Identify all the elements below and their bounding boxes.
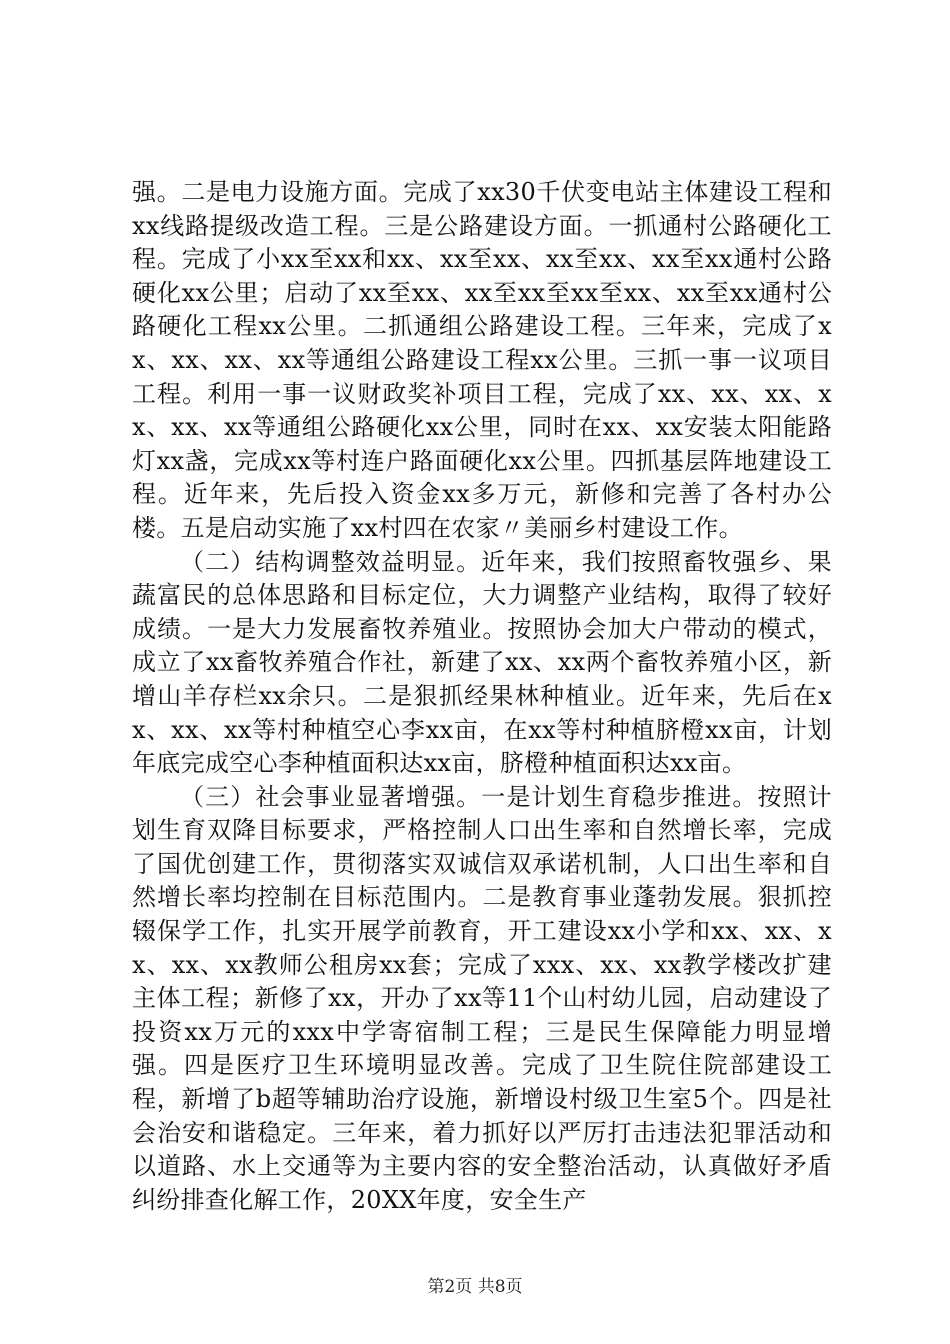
- page-footer: 第2页 共8页: [427, 1277, 523, 1297]
- paragraph-social-affairs: （三）社会事业显著增强。一是计划生育稳步推进。按照计划生育双降目标要求，严格控制人口出生率和自然增长率，完成了国优创建工作，贯彻落实双诚信双承诺机制，人口出生率和自然增长率均控制在目标范围内。二是教育事业蓬勃发展。狠抓控辍保学工作，扎实开展学前教育，开工建设xx小学和xx、xx、xx、xx、xx教师公租房xx套；完成了xxx、xx、xx教学楼改扩建主体工程；新修了xx，开办了xx等11个山村幼儿园，启动建设了投资xx万元的xxx中学寄宿制工程；三是民生保障能力明显增强。四是医疗卫生环境明显改善。完成了卫生院住院部建设工程，新增了b超等辅助治疗设施，新增设村级卫生室5个。四是社会治安和谐稳定。三年来，着力抓好以严厉打击违法犯罪活动和以道路、水上交通等为主要内容的安全整治活动，认真做好矛盾纠纷排查化解工作，20XX年度，安全生产: [132, 782, 832, 1214]
- paragraph-continuation: 强。二是电力设施方面。完成了xx30千伏变电站主体建设工程和xx线路提级改造工程。三是公路建设方面。一抓通村公路硬化工程。完成了小xx至xx和xx、xx至xx、xx至xx、xx至xx通村公路硬化xx公里；启动了xx至xx、xx至xx至xx至xx、xx至xx通村公路硬化工程xx公里。二抓通组公路建设工程。三年来，完成了xx、xx、xx、xx等通组公路建设工程xx公里。三抓一事一议项目工程。利用一事一议财政奖补项目工程，完成了xx、xx、xx、xx、xx、xx等通组公路硬化xx公里，同时在xx、xx安装太阳能路灯xx盏，完成xx等村连户路面硬化xx公里。四抓基层阵地建设工程。近年来，先后投入资金xx多万元，新修和完善了各村办公楼。五是启动实施了xx村四在农家〃美丽乡村建设工作。: [132, 178, 832, 542]
- document-body: [132, 176, 832, 1217]
- paragraph-structure-adjustment: （二）结构调整效益明显。近年来，我们按照畜牧强乡、果蔬富民的总体思路和目标定位，大力调整产业结构，取得了较好成绩。一是大力发展畜牧养殖业。按照协会加大户带动的模式，成立了xx畜牧养殖合作社，新建了xx、xx两个畜牧养殖小区，新增山羊存栏xx余只。二是狠抓经果林种植业。近年来，先后在xx、xx、xx等村种植空心李xx亩，在xx等村种植脐橙xx亩，计划年底完成空心李种植面积达xx亩，脐橙种植面积达xx亩。: [132, 547, 832, 778]
